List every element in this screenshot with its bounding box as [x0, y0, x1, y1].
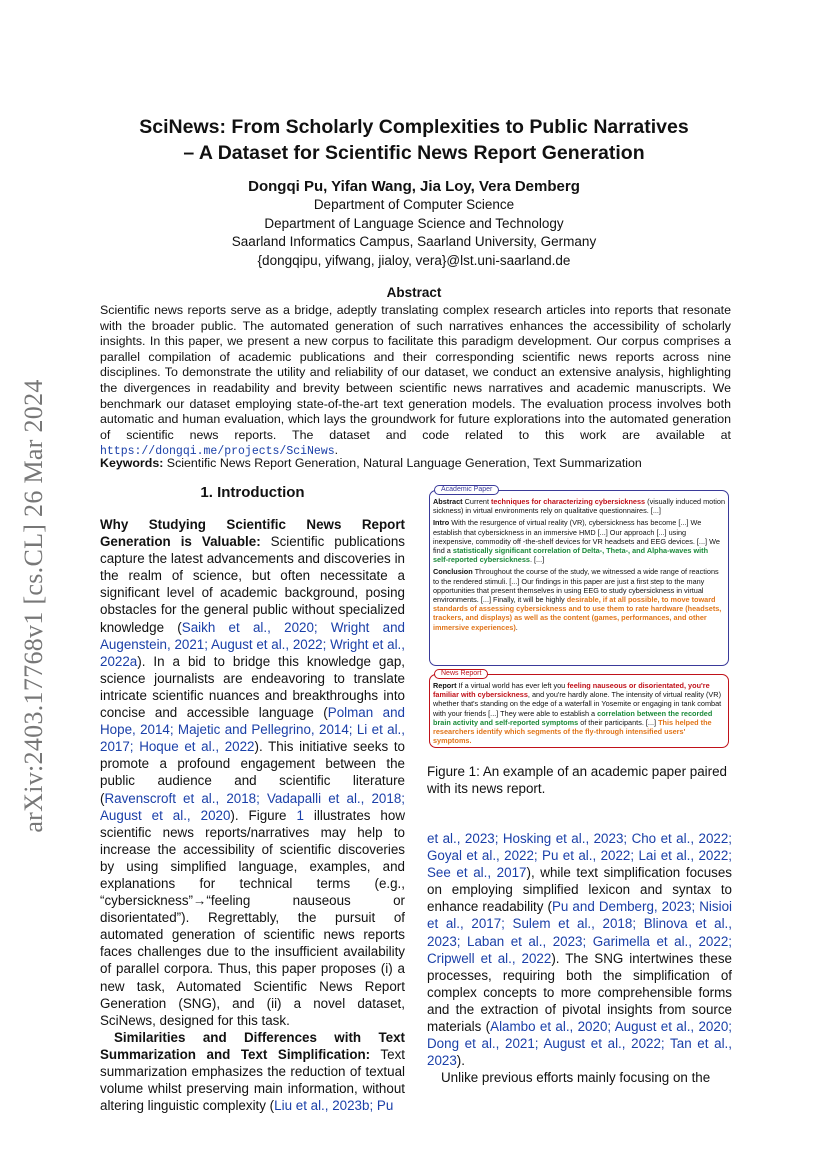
paragraph-unlike: Unlike previous efforts mainly focusing on the: [441, 1070, 711, 1086]
dataset-link[interactable]: https://dongqi.me/projects/SciNews: [100, 445, 335, 459]
citation[interactable]: Polman and Hope, 2014; Majetic and Pellegrino, 2014; Li et al., 2017; Hoque et al., 2022: [100, 705, 405, 755]
citation[interactable]: Pu and Demberg, 2023; Nisioi et al., 2017; Sulem et al., 2018; Blinova et al., 2023; Laban et al., 2023; Garimella et al., 2022; Cripwell et al., 2022: [427, 899, 732, 966]
paragraph-continued: et al., 2023; Hosking et al., 2023; Cho et al., 2022; Goyal et al., 2022; Pu et al., 2022; Lai et al., 2022; See et al., 2017), while text simplification focuses on employing simplified lexicon and syntax to enhance readability (Pu and Demberg, 2023; Nisioi et al., 2017; Sulem et al., 2018; Blinova et al., 2023; Laban et al., 2023; Garimella et al., 2022; Cripwell et al., 2022). The SNG intertwines these processes, requiring both the simplification of complex concepts to more comprehensible forms and the extraction of pivotal insights from source materials (Alambo et al., 2020; August et al., 2020; Dong et al., 2021; August et al., 2022; Tan et al., 2023).: [427, 831, 732, 1069]
arxiv-stamp: arXiv:2403.17768v1 [cs.CL] 26 Mar 2024: [19, 379, 48, 833]
citation[interactable]: Saikh et al., 2020; Wright and Augenstein, 2021; August et al., 2022; Wright et al., 2022a: [100, 619, 405, 669]
abstract: Scientific news reports serve as a bridge, adeptly translating complex research articles into reports that resonate with the broader public. The automated generation of such narratives enhances the accessibility of scholarly insights. In this paper, we present a new corpus to facilitate this paradigm development. Our corpus comprises a parallel compilation of academic publications and their corresponding scientific news reports across nine disciplines. To demonstrate the utility and reliability of our dataset, we conduct an extensive analysis, highlighting the divergences in readability and brevity between scientific news narratives and academic manuscripts. We benchmark our dataset employing state-of-the-art text generation models. The evaluation process involves both automatic and human evaluation, which lays the groundwork for future explorations into the automated generation of scientific news reports. The dataset and code related to this work are available at https://dongqi.me/projects/SciNews.: [100, 303, 731, 459]
academic-paper-tag: Academic Paper: [434, 485, 499, 495]
figure-1: [429, 486, 731, 750]
figure-caption: Figure 1: An example of an academic paper paired with its news report.: [427, 764, 727, 797]
left-column: [100, 516, 405, 1114]
keywords: Keywords: Scientific News Report Generation, Natural Language Generation, Text Summarization: [100, 456, 642, 470]
right-column: [427, 830, 732, 1086]
citation[interactable]: Alambo et al., 2020; August et al., 2020; Dong et al., 2021; August et al., 2022; Tan et al., 2023: [427, 1019, 732, 1069]
paragraph-similarities: Similarities and Differences with Text Summarization and Text Simplification: Text summarization emphasizes the reduction of textual volume whilst preserving main information, without altering linguistic complexity (Liu et al., 2023b; Pu: [100, 1029, 405, 1114]
citation[interactable]: Ravenscroft et al., 2018; Vadapalli et al., 2018; August et al., 2020: [100, 790, 405, 823]
citation[interactable]: et al., 2023; Hosking et al., 2023; Cho et al., 2022; Goyal et al., 2022; Pu et al., 2022; Lai et al., 2022; See et al., 2017: [427, 831, 732, 881]
citation[interactable]: Liu et al., 2023b; Pu: [274, 1098, 394, 1114]
figure-ref[interactable]: 1: [296, 807, 304, 823]
paragraph-why: Why Studying Scientific News Report Generation is Valuable: Scientific publications capture the latest advancements and discoveries in the realm of science, but often necessitate a significant level of academic background, posing obstacles for the general public without specialized knowledge (Saikh et al., 2020; Wright and Augenstein, 2021; August et al., 2022; Wright et al., 2022a). In a bid to bridge this knowledge gap, science journalists are endeavoring to translate intricate scientific nuances and breakthroughs into concise and accessible language (Polman and Hope, 2014; Majetic and Pellegrino, 2014; Li et al., 2017; Hoque et al., 2022). This initiative seeks to promote a profound engagement between the public audience and scientific literature (Ravenscroft et al., 2018; Vadapalli et al., 2018; August et al., 2020). Figure 1 illustrates how scientific news reports/narratives may help to increase the accessibility of scientific discoveries by using simplified language, examples, and explanations for technical terms (e.g., “cybersickness”→“feeling nauseous or disorientated”). Regrettably, the pursuit of automated generation of scientific news reports faces challenges due to the insufficient availability of parallel corpora. Thus, this paper proposes (i) a new task, Automated Scientific News Report Generation (SNG), and (ii) a novel dataset, SciNews, designed for this task.: [100, 517, 405, 1028]
authors: Dongqi Pu, Yifan Wang, Jia Loy, Vera Demberg: [248, 178, 580, 195]
section-heading: 1. Introduction: [200, 484, 305, 501]
academic-paper-panel: Academic Paper Abstract Current techniques for characterizing cybersickness (visually induced motion sickness) in virtual environments rely on qualitative questionnaires. [...] Intro With the resurgence of virtual reality (VR), cybersickness has become [...] We establish that cybersickness in an immersive HMD [...] Our approach [...] using inexpensive, commodity off -the-shelf devices for VR headsets and EEG devices. [...] We find a statistically significant correlation of Delta-, Theta-, and Alpha-waves with self-reported cybersickness. [...] Conclusion Throughout the course of the study, we witnessed a wide range of reactions to the rendered stimuli. [...] Our findings in this paper are just a first step to the many opportunities that present themselves in using EEG to study cybersickness in virtual environments. [...] Finally, it will be highly desirable, if at all possible, to move toward standards of assessing cybersickness and to use them to rate hardware (headsets, trackers, and displays) as well as the content (games, performances, and other immersive experiences).: [429, 490, 729, 666]
affiliations: Department of Computer Science Department of Language Science and Technology Saarland Informatics Campus, Saarland University, Germany {dongqipu, yifwang, jialoy, vera}@lst.uni-saarland.de: [231, 197, 597, 268]
news-report-panel: News Report Report If a virtual world has ever left you feeling nauseous or disorientated, you're familiar with cybersickness, and you're hardly alone. The intensity of virtual reality (VR) whether that's standing on the edge of a waterfall in Yosemite or engaging in tank combat with your friends [...] They were able to establish a correlation between the recorded brain activity and self-reported symptoms of their participants. [...] This helped the researchers identify which segments of the fly-through intensified users' symptoms.: [429, 674, 729, 748]
paper-title: SciNews: From Scholarly Complexities to Public Narratives – A Dataset for Scientific News Report Generation: [139, 116, 689, 164]
abstract-heading: Abstract: [386, 285, 442, 300]
news-report-tag: News Report: [434, 669, 488, 679]
